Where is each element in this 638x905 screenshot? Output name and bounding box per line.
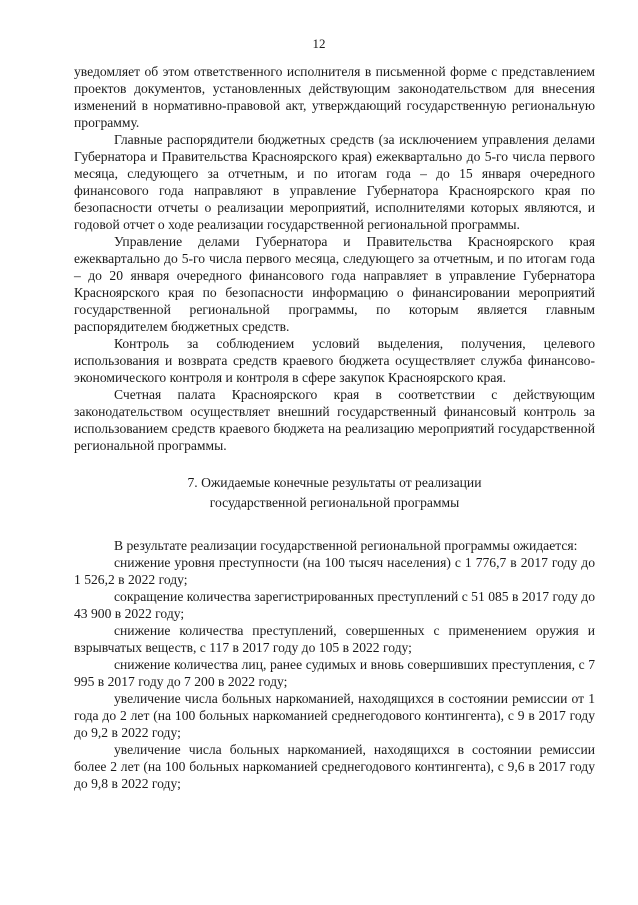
paragraph-continuation: уведомляет об этом ответственного исполнителя в письменной форме с представлением проектов документов, установленных действующим законодательством для внесения изменений в нормативно-правовой акт, утверждающий государственную региональную программу.: [74, 64, 595, 130]
section-heading-line-1: 7. Ожидаемые конечные результаты от реализации: [187, 475, 482, 490]
section-heading-line-2: государственной региональной программы: [209, 495, 460, 510]
list-item-registered-crimes: сокращение количества зарегистрированных преступлений с 51 085 в 2017 году до 43 900 в 2022 году;: [74, 589, 595, 621]
paragraph-expected-results-intro: В результате реализации государственной региональной программы ожидается:: [114, 538, 578, 553]
page-number: 12: [312, 36, 326, 51]
spacer: [74, 513, 595, 537]
paragraph-audit-chamber: Счетная палата Красноярского края в соответствии с действующим законодательством осуществляет внешний государственный финансовый контроль за использованием средств краевого бюджета на реализацию мероприятий государственной региональной программы.: [74, 387, 595, 453]
paragraph-budget-managers: Главные распорядители бюджетных средств (за исключением управления делами Губернатора и Правительства Красноярского края) ежеквартально до 5-го числа первого месяца, следующего за отчетным, и по итогам года – до 15 января очередного финансового года направляют в управление Губернатора Красноярского края по безопасности отчеты о реализации мероприятий, исполнителями которых являются, и годовой отчет о ходе реализации государственной региональной программы.: [74, 132, 595, 232]
list-item-remission-1-2-years: увеличение числа больных наркоманией, находящихся в состоянии ремиссии от 1 года до 2 лет (на 100 больных наркоманией среднегодового контингента), с 9 в 2017 году до 9,2 в 2022 году;: [74, 691, 595, 740]
document-body: [74, 63, 595, 792]
list-item-remission-over-2-years: увеличение числа больных наркоманией, находящихся в состоянии ремиссии более 2 лет (на 100 больных наркоманией среднегодового контингента), с 9,6 в 2017 году до 9,8 в 2022 году;: [74, 742, 595, 791]
list-item-repeat-offenders: снижение количества лиц, ранее судимых и вновь совершивших преступления, с 7 995 в 2017 году до 7 200 в 2022 году;: [74, 657, 595, 689]
spacer: [74, 454, 595, 473]
paragraph-control-service: Контроль за соблюдением условий выделения, получения, целевого использования и возврата средств краевого бюджета осуществляет служба финансово-экономического контроля и контроля в сфере закупок Красноярского края.: [74, 336, 595, 385]
paragraph-governor-office: Управление делами Губернатора и Правительства Красноярского края ежеквартально до 5-го числа первого месяца, следующего за отчетным, и по итогам года – до 20 января очередного финансового года направляет в управление Губернатора Красноярского края по безопасности информацию о финансировании мероприятий государственной региональной программы, по которым является главным распорядителем бюджетных средств.: [74, 234, 595, 334]
list-item-weapons-crimes: снижение количества преступлений, совершенных с применением оружия и взрывчатых веществ, с 117 в 2017 году до 105 в 2022 году;: [74, 623, 595, 655]
list-item-crime-rate: снижение уровня преступности (на 100 тысяч населения) с 1 776,7 в 2017 году до 1 526,2 в 2022 году;: [74, 555, 595, 587]
